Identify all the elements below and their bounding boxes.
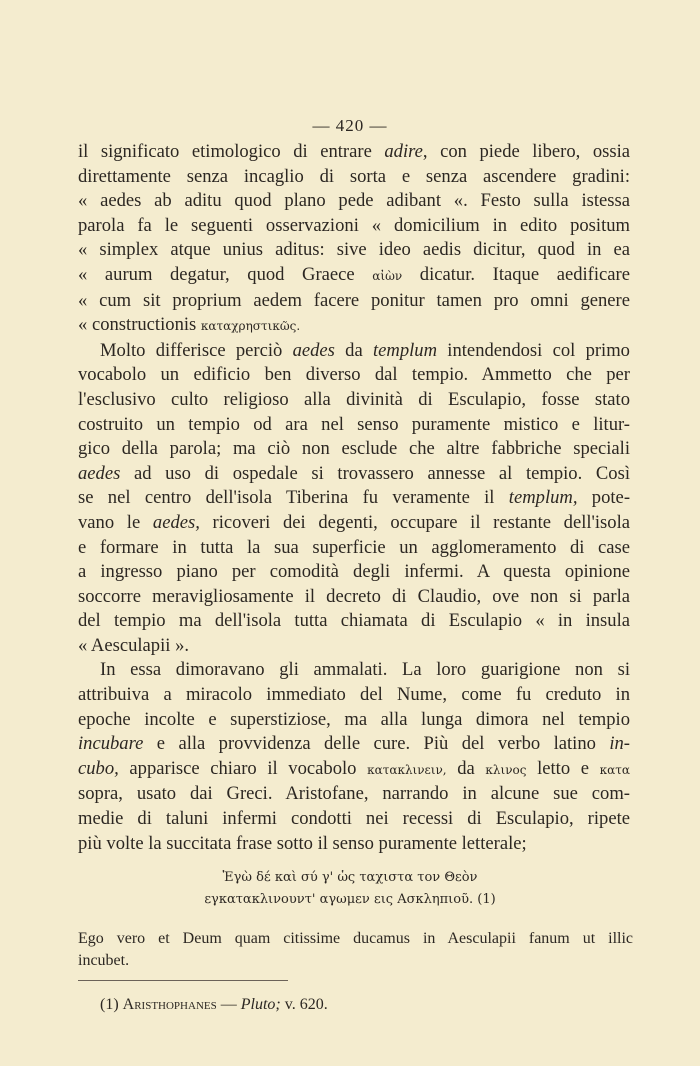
text-line: più volte la succitata frase sotto il senso puramente letterale; xyxy=(78,832,527,854)
translation-line: incubet. xyxy=(78,952,130,969)
text-line: vano le aedes, ricoveri dei degenti, occupare il restante dell'isola xyxy=(78,511,630,533)
text-line: attribuiva a miracolo immediato del Nume, come fu creduto in xyxy=(78,684,630,706)
text-line: se nel centro dell'isola Tiberina fu veramente il templum, pote- xyxy=(78,487,631,509)
text-line: costruito un tempio od ara nel senso puramente mistico e litur- xyxy=(78,413,630,435)
text-line: gico della parola; ma ciò non esclude che altre fabbriche speciali xyxy=(78,438,630,460)
text-line: medie di taluni infermi condotti nei recessi di Esculapio, ripete xyxy=(78,808,630,830)
text-line: soccorre meravigliosamente il decreto di Claudio, ove non si parla xyxy=(78,585,630,607)
body-text xyxy=(78,140,630,856)
text-line: aedes ad uso di ospedale si trovassero annesse al tempio. Così xyxy=(78,462,630,484)
greek-quote-line: Ἐγὼ δέ καὶ σύ γ' ὡς ταχιστα τον Θεὸν xyxy=(222,870,478,885)
text-line: e formare in tutta la sua superficie un agglomeramento di case xyxy=(78,536,630,558)
text-line: « aedes ab aditu quod plano pede adibant «. Festo sulla istessa xyxy=(78,190,630,212)
footnote-work: Pluto; xyxy=(240,996,281,1013)
text-line: « simplex atque unius aditus: sive ideo aedis dicitur, quod in ea xyxy=(78,239,630,261)
text-line: l'esclusivo culto religioso alla divinità di Esculapio, fosse stato xyxy=(78,388,630,410)
text-line: del tempio ma dell'isola tutta chiamata di Esculapio « in insula xyxy=(78,610,630,632)
text-line: epoche incolte e superstiziose, ma alla lunga dimora nel tempio xyxy=(78,708,630,730)
text-line: direttamente senza incaglio di sorta e senza ascendere gradini: xyxy=(78,165,630,187)
footnote: (1) Aristhophanes — Pluto; v. 620. xyxy=(100,996,328,1013)
text-line: il significato etimologico di entrare adire, con piede libero, ossia xyxy=(78,141,631,162)
text-line: sopra, usato dai Greci. Aristofane, narrando in alcune sue com- xyxy=(78,783,630,805)
page-number: — 420 — xyxy=(312,116,388,135)
text-line: « constructionis καταχρηστικῶς. xyxy=(78,314,301,336)
latin-translation xyxy=(78,928,633,972)
footnote-author: Aristhophanes xyxy=(122,996,217,1013)
greek-quote-line: εγκατακλινουντ' αγωμεν εις Ασκληπιοῦ. (1) xyxy=(204,892,496,907)
translation-line: Ego vero et Deum quam citissime ducamus in Aesculapii fanum ut illic xyxy=(78,930,633,947)
text-line: « cum sit proprium aedem facere ponitur tamen pro omni genere xyxy=(78,289,630,311)
text-line: vocabolo un edificio ben diverso dal tempio. Ammetto che per xyxy=(78,364,630,386)
footnote-marker: (1) xyxy=(100,996,123,1013)
text-line: « aurum degatur, quod Graece αἰὼν dicatur. Itaque aedificare xyxy=(78,263,630,285)
text-line: In essa dimoravano gli ammalati. La loro guarigione non si xyxy=(100,659,630,681)
text-line: incubare e alla provvidenza delle cure. Più del verbo latino in- xyxy=(78,733,630,755)
text-line: a ingresso piano per comodità degli infermi. A questa opinione xyxy=(78,561,630,583)
text-line: « Aesculapii ». xyxy=(78,634,190,656)
text-line: Molto differisce perciò aedes da templum intendendosi col primo xyxy=(100,339,630,361)
text-line: cubo, apparisce chiaro il vocabolo κατακλινειν, da κλινος letto e κατα xyxy=(78,757,630,779)
text-line: parola fa le seguenti osservazioni « domicilium in edito positum xyxy=(78,214,630,236)
footnote-divider xyxy=(78,980,288,981)
